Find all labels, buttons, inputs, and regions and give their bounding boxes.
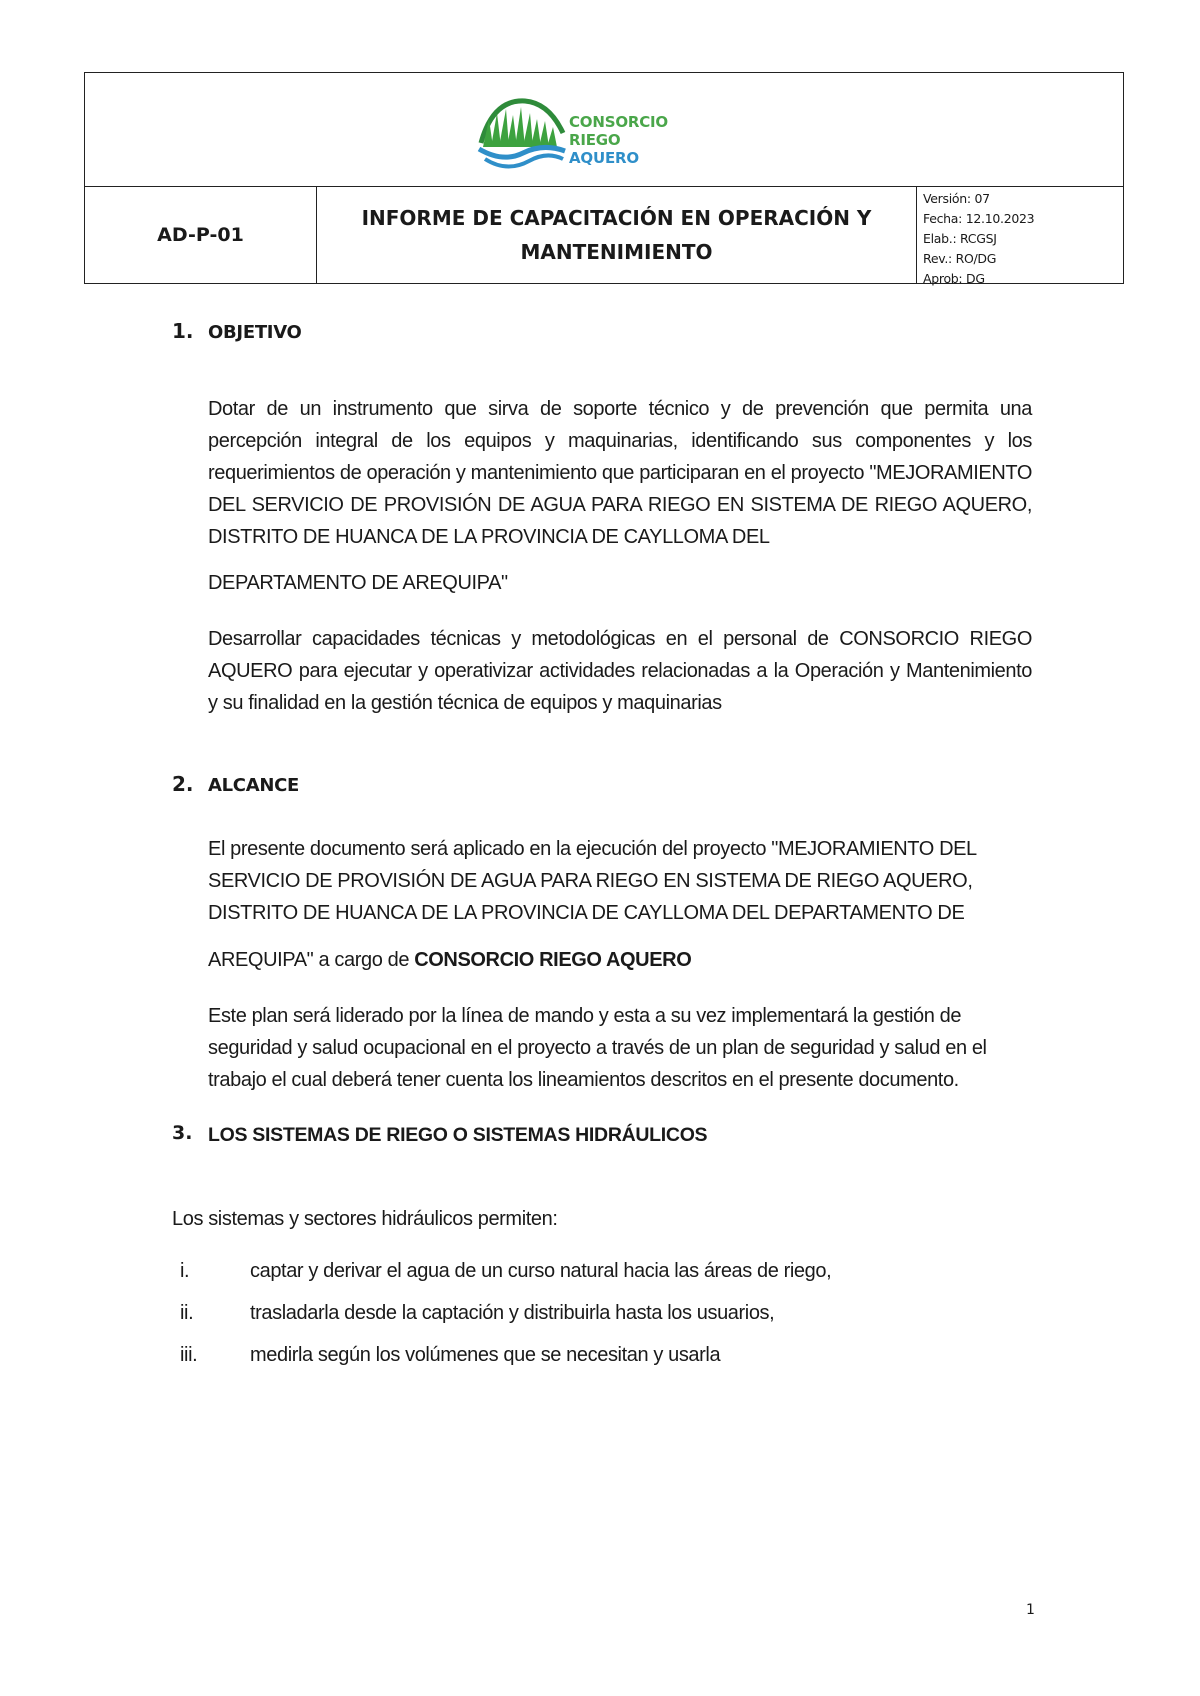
- meta-version: Versión: 07: [923, 191, 990, 206]
- meta-elab: Elab.: RCGSJ: [923, 231, 997, 246]
- meta-date: Fecha: 12.10.2023: [923, 211, 1035, 226]
- logo-line2: AQUERO: [569, 149, 639, 167]
- page-number: 1: [1026, 1602, 1035, 1618]
- logo-line1: CONSORCIO RIEGO: [569, 113, 668, 149]
- list-item: [172, 1260, 1072, 1292]
- paragraph: DEPARTAMENTO DE AREQUIPA": [208, 572, 508, 594]
- logo-emblem-icon: [473, 91, 569, 173]
- paragraph: El presente documento será aplicado en la ejecución del proyecto "MEJORAMIENTO DEL SERVICIO DE PROVISIÓN DE AGUA PARA RIEGO EN SISTEMA DE RIEGO AQUERO, DISTRITO DE HUANCA DE LA PROVINCIA DE CAYLLOMA DEL DEPARTAMENTO DE: [208, 838, 977, 924]
- section-number: 2.: [172, 772, 194, 796]
- list-marker: iii.: [180, 1344, 198, 1366]
- section-number: 3.: [172, 1122, 193, 1144]
- list-item: [172, 1344, 1072, 1376]
- list-lead: Los sistemas y sectores hidráulicos permiten:: [172, 1208, 558, 1230]
- meta-rev: Rev.: RO/DG: [923, 251, 997, 266]
- paragraph-text: AREQUIPA" a cargo de: [208, 949, 410, 971]
- company-name: CONSORCIO RIEGO AQUERO: [414, 949, 692, 971]
- list-marker: ii.: [180, 1302, 194, 1324]
- paragraph: [208, 944, 1032, 976]
- list-text: captar y derivar el agua de un curso natural hacia las áreas de riego,: [250, 1260, 832, 1282]
- paragraph: Dotar de un instrumento que sirva de soporte técnico y de prevención que permita una percepción integral de los equipos y maquinarias, identificando sus componentes y los requerimientos de operación y mantenimiento que participaran en el proyecto "MEJORAMIENTO DEL SERVICIO DE PROVISIÓN DE AGUA PARA RIEGO EN SISTEMA DE RIEGO AQUERO, DISTRITO DE HUANCA DE LA PROVINCIA DE CAYLLOMA DEL: [208, 398, 1032, 548]
- logo-text: [569, 113, 713, 167]
- logo-row: [85, 73, 1123, 187]
- section-title: ALCANCE: [208, 775, 300, 796]
- list-text: trasladarla desde la captación y distribuirla hasta los usuarios,: [250, 1302, 775, 1324]
- meta-aprob: Aprob: DG: [923, 271, 985, 286]
- section-number: 1.: [172, 319, 194, 343]
- section-title: LOS SISTEMAS DE RIEGO O SISTEMAS HIDRÁULICOS: [208, 1124, 708, 1146]
- section-title: OBJETIVO: [208, 322, 302, 343]
- document-title: INFORME DE CAPACITACIÓN EN OPERACIÓN Y MANTENIMIENTO: [317, 187, 917, 283]
- document-code: AD-P-01: [85, 187, 317, 283]
- list-item: [172, 1302, 1072, 1334]
- company-logo: [473, 91, 713, 173]
- paragraph: Desarrollar capacidades técnicas y metodológicas en el personal de CONSORCIO RIEGO AQUERO para ejecutar y operativizar actividades relacionadas a la Operación y Mantenimiento y su finalidad en la gestión técnica de equipos y maquinarias: [208, 628, 1032, 714]
- list-marker: i.: [180, 1260, 190, 1282]
- list-text: medirla según los volúmenes que se necesitan y usarla: [250, 1344, 721, 1366]
- header-table: [84, 72, 1124, 284]
- document-meta: [923, 189, 1119, 286]
- paragraph: Este plan será liderado por la línea de mando y esta a su vez implementará la gestión de seguridad y salud ocupacional en el proyecto a través de un plan de seguridad y salud en el trabajo el cual deberá tener cuenta los lineamientos descritos en el presente documento.: [208, 1005, 987, 1091]
